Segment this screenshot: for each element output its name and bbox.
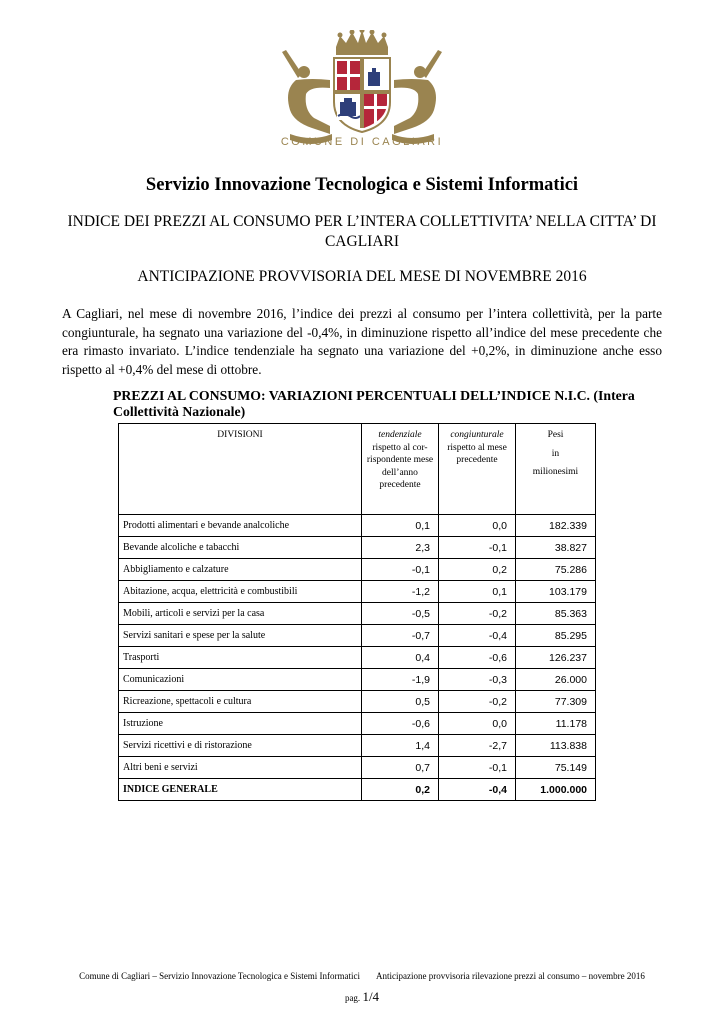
row-label: Comunicazioni <box>119 669 362 691</box>
row-label: Trasporti <box>119 647 362 669</box>
header-pesi-label: Pesi <box>547 430 564 440</box>
header-divisioni-label: DIVISIONI <box>217 430 263 440</box>
row-congiunturale: -0,4 <box>439 779 516 801</box>
row-tendenziale: 0,2 <box>362 779 439 801</box>
row-congiunturale: -0,1 <box>439 757 516 779</box>
row-tendenziale: -0,1 <box>362 559 439 581</box>
row-pesi: 126.237 <box>516 647 596 669</box>
table-row <box>119 581 596 603</box>
row-pesi: 75.149 <box>516 757 596 779</box>
header-pesi-in: in <box>551 448 560 459</box>
header-tendenziale <box>362 424 439 515</box>
row-label: Mobili, articoli e servizi per la casa <box>119 603 362 625</box>
table-row <box>119 559 596 581</box>
logo-text: COMUNE DI CAGLIARI <box>280 136 444 148</box>
row-pesi: 85.363 <box>516 603 596 625</box>
left-figure-icon <box>282 50 332 144</box>
table-title: PREZZI AL CONSUMO: VARIAZIONI PERCENTUALI DELL’INDICE N.I.C. (Intera Collettività Nazionale) <box>113 388 635 419</box>
header-pesi-unit: milionesimi <box>532 467 579 477</box>
header-congiunturale <box>439 424 516 515</box>
total-row <box>119 779 596 801</box>
row-label: INDICE GENERALE <box>119 779 362 801</box>
row-tendenziale: 0,7 <box>362 757 439 779</box>
header-congiunturale-label: congiunturale <box>450 430 504 440</box>
row-tendenziale: -0,5 <box>362 603 439 625</box>
table-row <box>119 669 596 691</box>
row-pesi: 26.000 <box>516 669 596 691</box>
row-label: Altri beni e servizi <box>119 757 362 779</box>
table-row <box>119 713 596 735</box>
row-pesi: 113.838 <box>516 735 596 757</box>
document-subtitle: ANTICIPAZIONE PROVVISORIA DEL MESE DI NOVEMBRE 2016 <box>137 268 587 285</box>
row-tendenziale: 0,1 <box>362 515 439 537</box>
row-label: Servizi ricettivi e di ristorazione <box>119 735 362 757</box>
row-label: Bevande alcoliche e tabacchi <box>119 537 362 559</box>
table-header-row <box>119 424 596 515</box>
row-pesi: 75.286 <box>516 559 596 581</box>
row-pesi: 85.295 <box>516 625 596 647</box>
table-row <box>119 625 596 647</box>
row-congiunturale: -0,2 <box>439 603 516 625</box>
footer-left: Comune di Cagliari – Servizio Innovazione Tecnologica e Sistemi Informatici <box>79 971 360 981</box>
row-label: Ricreazione, spettacoli e cultura <box>119 691 362 713</box>
right-figure-icon <box>392 50 442 144</box>
row-congiunturale: -0,2 <box>439 691 516 713</box>
row-tendenziale: 0,4 <box>362 647 439 669</box>
row-tendenziale: 1,4 <box>362 735 439 757</box>
table-row <box>119 603 596 625</box>
header-divisioni <box>119 424 362 515</box>
shield-icon <box>334 58 390 132</box>
table-row <box>119 647 596 669</box>
row-congiunturale: 0,1 <box>439 581 516 603</box>
page-prefix: pag. <box>344 993 361 1003</box>
row-tendenziale: -1,9 <box>362 669 439 691</box>
row-label: Abitazione, acqua, elettricità e combustibili <box>119 581 362 603</box>
footer <box>0 971 724 981</box>
header-tendenziale-desc: rispetto al cor-rispondente mese dell’anno precedente <box>366 442 434 490</box>
row-congiunturale: 0,0 <box>439 713 516 735</box>
row-congiunturale: -0,1 <box>439 537 516 559</box>
row-congiunturale: -0,4 <box>439 625 516 647</box>
row-tendenziale: -0,7 <box>362 625 439 647</box>
row-pesi: 38.827 <box>516 537 596 559</box>
header-pesi <box>516 424 596 515</box>
row-pesi: 1.000.000 <box>516 779 596 801</box>
row-pesi: 77.309 <box>516 691 596 713</box>
row-congiunturale: 0,0 <box>439 515 516 537</box>
table-row <box>119 757 596 779</box>
row-tendenziale: 0,5 <box>362 691 439 713</box>
service-title: Servizio Innovazione Tecnologica e Sistemi Informatici <box>145 175 579 195</box>
summary-paragraph: A Cagliari, nel mese di novembre 2016, l’indice dei prezzi al consumo per l’intera collettività, per la parte congiunturale, ha segnato una variazione del -0,4%, in diminuzione rispetto all’indice del mese precedente che era rimasto invariato. L’indice tendenziale ha segnato una variazione del +0,2%, in diminuzione anche esso rispetto al +0,4% del mese di ottobre. <box>62 306 662 377</box>
footer-right: Anticipazione provvisoria rilevazione prezzi al consumo – novembre 2016 <box>375 971 645 981</box>
row-pesi: 103.179 <box>516 581 596 603</box>
table-row <box>119 691 596 713</box>
row-congiunturale: 0,2 <box>439 559 516 581</box>
row-tendenziale: 2,3 <box>362 537 439 559</box>
row-congiunturale: -0,6 <box>439 647 516 669</box>
row-label: Abbigliamento e calzature <box>119 559 362 581</box>
table-row <box>119 735 596 757</box>
row-congiunturale: -0,3 <box>439 669 516 691</box>
row-pesi: 182.339 <box>516 515 596 537</box>
row-pesi: 11.178 <box>516 713 596 735</box>
document-title: INDICE DEI PREZZI AL CONSUMO PER L’INTERA COLLETTIVITA’ NELLA CITTA’ DI CAGLIARI <box>67 213 657 250</box>
row-tendenziale: -0,6 <box>362 713 439 735</box>
page-number-value: 1/4 <box>362 989 380 1004</box>
header-tendenziale-label: tendenziale <box>378 430 422 440</box>
row-tendenziale: -1,2 <box>362 581 439 603</box>
row-congiunturale: -2,7 <box>439 735 516 757</box>
row-label: Prodotti alimentari e bevande analcoliche <box>119 515 362 537</box>
row-label: Servizi sanitari e spese per la salute <box>119 625 362 647</box>
page-number <box>0 989 724 1005</box>
table-row <box>119 515 596 537</box>
price-index-table <box>118 423 596 801</box>
header-congiunturale-desc: rispetto al mese precedente <box>447 442 507 465</box>
table-row <box>119 537 596 559</box>
row-label: Istruzione <box>119 713 362 735</box>
crown-icon <box>336 30 388 55</box>
